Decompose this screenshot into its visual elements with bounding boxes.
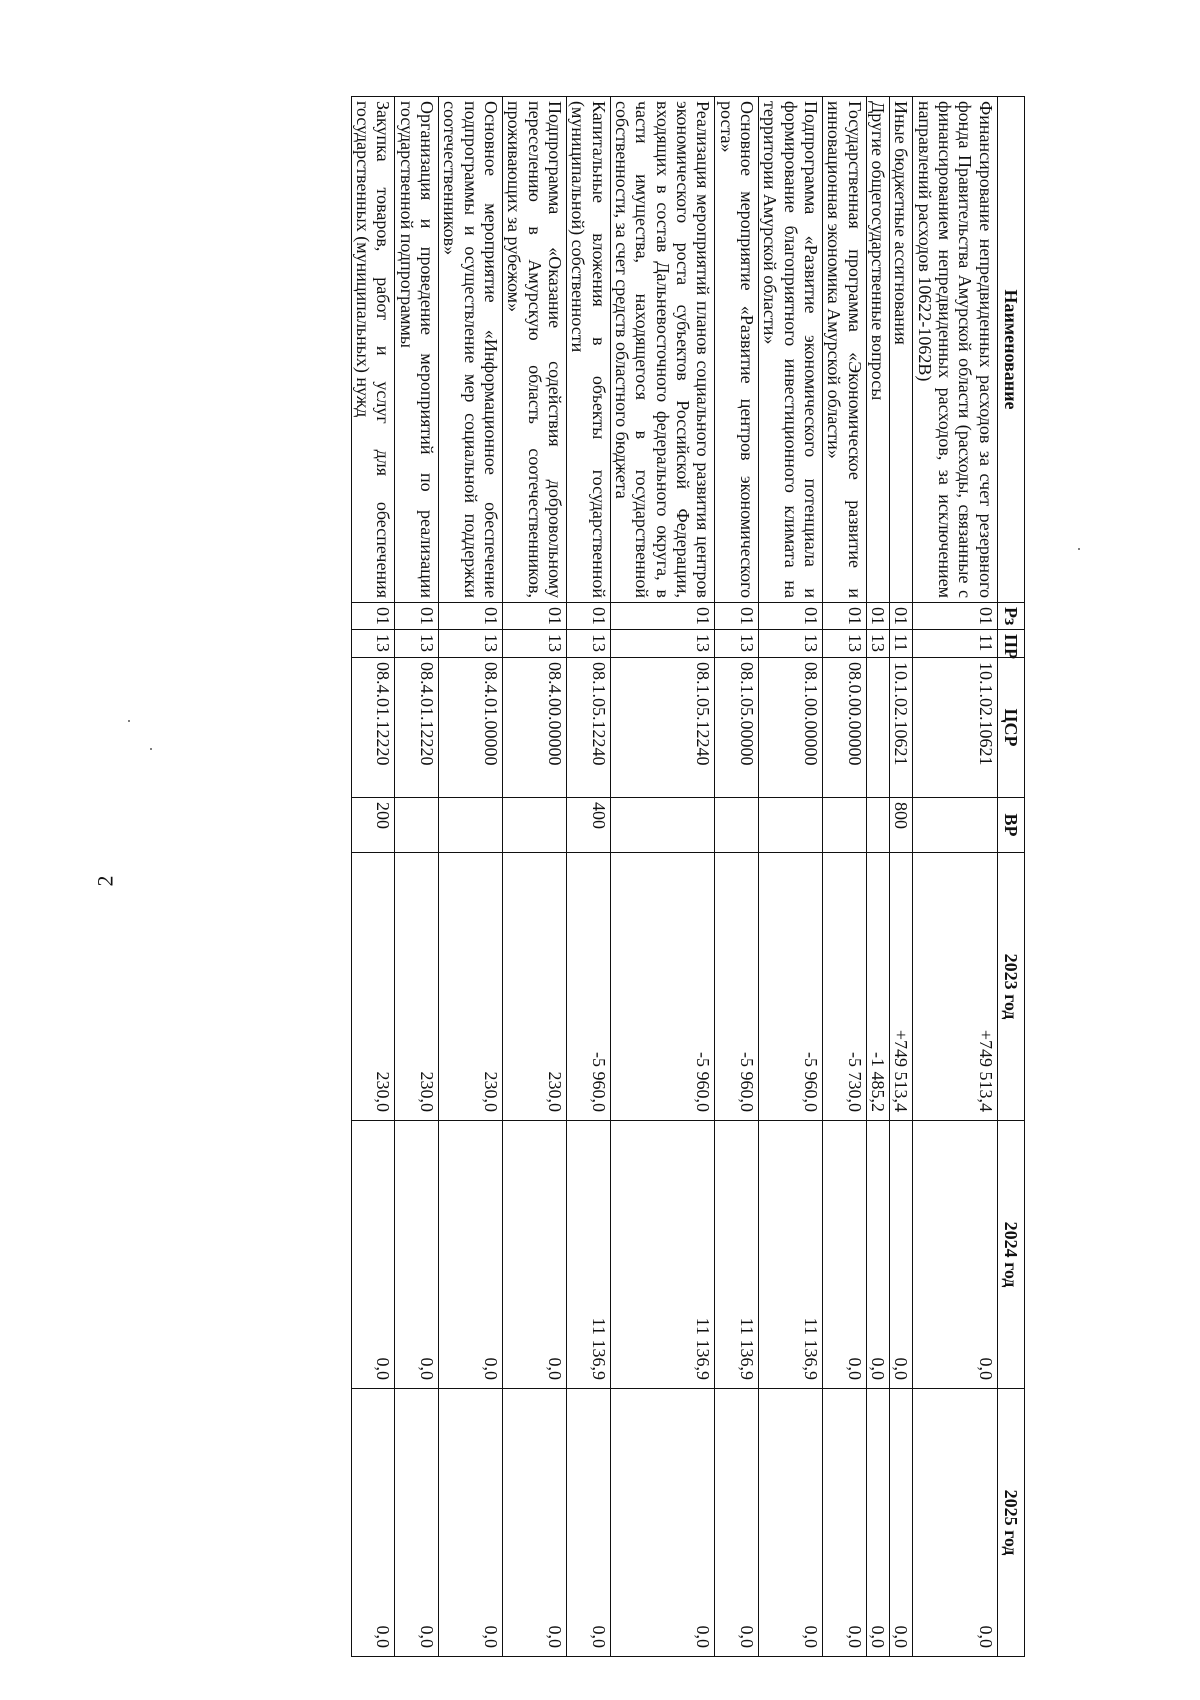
cell-name: Другие общегосударственные вопросы bbox=[866, 97, 889, 603]
cell-2023: +749 513,4 bbox=[890, 853, 913, 1121]
table-row bbox=[715, 97, 759, 1657]
cell-rz: 01 bbox=[715, 603, 759, 630]
cell-name: Иные бюджетные ассигнования bbox=[890, 97, 913, 603]
cell-2024: 11 136,9 bbox=[715, 1121, 759, 1389]
cell-name: Основное мероприятие «Развитие центров экономического роста» bbox=[715, 97, 759, 603]
header-name: Наименование bbox=[997, 97, 1024, 603]
table-row bbox=[503, 97, 567, 1657]
table-row bbox=[823, 97, 867, 1657]
cell-2025: 0,0 bbox=[610, 1389, 715, 1657]
cell-2025: 0,0 bbox=[503, 1389, 567, 1657]
cell-2024: 0,0 bbox=[913, 1121, 997, 1389]
cell-pr: 13 bbox=[503, 630, 567, 658]
cell-2025: 0,0 bbox=[439, 1389, 503, 1657]
cell-2024: 11 136,9 bbox=[759, 1121, 823, 1389]
cell-2024: 11 136,9 bbox=[567, 1121, 611, 1389]
cell-csr: 08.1.05.00000 bbox=[715, 658, 759, 798]
cell-pr: 13 bbox=[610, 630, 715, 658]
cell-2024: 0,0 bbox=[351, 1121, 395, 1389]
cell-2025: 0,0 bbox=[567, 1389, 611, 1657]
cell-rz: 01 bbox=[913, 603, 997, 630]
cell-name: Капитальные вложения в объекты государственной (муниципальной) собственности bbox=[567, 97, 611, 603]
cell-rz: 01 bbox=[890, 603, 913, 630]
cell-2025: 0,0 bbox=[715, 1389, 759, 1657]
scan-speck bbox=[128, 720, 130, 722]
cell-2024: 0,0 bbox=[395, 1121, 439, 1389]
cell-name: Подпрограмма «Оказание содействия добровольному переселению в Амурскую область соотечественников, проживающих за рубежом» bbox=[503, 97, 567, 603]
cell-2023: +749 513,4 bbox=[913, 853, 997, 1121]
cell-rz: 01 bbox=[610, 603, 715, 630]
table-row bbox=[567, 97, 611, 1657]
cell-pr: 13 bbox=[866, 630, 889, 658]
cell-vr bbox=[439, 798, 503, 853]
cell-pr: 11 bbox=[890, 630, 913, 658]
cell-2023: 230,0 bbox=[439, 853, 503, 1121]
cell-2023: 230,0 bbox=[351, 853, 395, 1121]
cell-2024: 0,0 bbox=[439, 1121, 503, 1389]
cell-csr bbox=[866, 658, 889, 798]
cell-pr: 13 bbox=[759, 630, 823, 658]
table-row bbox=[610, 97, 715, 1657]
cell-2025: 0,0 bbox=[395, 1389, 439, 1657]
cell-rz: 01 bbox=[759, 603, 823, 630]
cell-2023: -5 730,0 bbox=[823, 853, 867, 1121]
table-row bbox=[759, 97, 823, 1657]
cell-vr bbox=[866, 798, 889, 853]
page-number: 2 bbox=[92, 875, 118, 887]
cell-2024: 0,0 bbox=[890, 1121, 913, 1389]
cell-2025: 0,0 bbox=[890, 1389, 913, 1657]
table-row bbox=[866, 97, 889, 1657]
cell-pr: 13 bbox=[823, 630, 867, 658]
cell-name: Подпрограмма «Развитие экономического потенциала и формирование благоприятного инвестиционного климата на территории Амурской области» bbox=[759, 97, 823, 603]
cell-csr: 10.1.02.10621 bbox=[890, 658, 913, 798]
cell-rz: 01 bbox=[351, 603, 395, 630]
cell-2025: 0,0 bbox=[913, 1389, 997, 1657]
cell-rz: 01 bbox=[439, 603, 503, 630]
cell-rz: 01 bbox=[866, 603, 889, 630]
cell-pr: 13 bbox=[439, 630, 503, 658]
cell-2025: 0,0 bbox=[759, 1389, 823, 1657]
header-pr: ПР bbox=[997, 630, 1024, 658]
table-row bbox=[439, 97, 503, 1657]
header-2024: 2024 год bbox=[997, 1121, 1024, 1389]
cell-csr: 08.4.01.12220 bbox=[351, 658, 395, 798]
cell-name: Организация и проведение мероприятий по реализации государственной подпрограммы bbox=[395, 97, 439, 603]
cell-rz: 01 bbox=[567, 603, 611, 630]
cell-2025: 0,0 bbox=[351, 1389, 395, 1657]
cell-pr: 13 bbox=[395, 630, 439, 658]
cell-csr: 10.1.02.10621 bbox=[913, 658, 997, 798]
table-body bbox=[351, 97, 997, 1657]
cell-2023: 230,0 bbox=[395, 853, 439, 1121]
cell-vr: 200 bbox=[351, 798, 395, 853]
cell-2024: 0,0 bbox=[823, 1121, 867, 1389]
cell-csr: 08.0.00.00000 bbox=[823, 658, 867, 798]
cell-csr: 08.1.00.00000 bbox=[759, 658, 823, 798]
budget-table-container bbox=[195, 96, 1025, 1656]
cell-vr bbox=[503, 798, 567, 853]
cell-csr: 08.4.01.00000 bbox=[439, 658, 503, 798]
table-row bbox=[395, 97, 439, 1657]
cell-2023: -5 960,0 bbox=[759, 853, 823, 1121]
cell-2023: 230,0 bbox=[503, 853, 567, 1121]
cell-rz: 01 bbox=[395, 603, 439, 630]
cell-2024: 0,0 bbox=[503, 1121, 567, 1389]
cell-vr bbox=[395, 798, 439, 853]
table-row bbox=[351, 97, 395, 1657]
cell-2023: -1 485,2 bbox=[866, 853, 889, 1121]
cell-2025: 0,0 bbox=[823, 1389, 867, 1657]
cell-csr: 08.1.05.12240 bbox=[610, 658, 715, 798]
cell-2023: -5 960,0 bbox=[567, 853, 611, 1121]
cell-name: Закупка товаров, работ и услуг для обеспечения государственных (муниципальных) нужд bbox=[351, 97, 395, 603]
cell-pr: 13 bbox=[715, 630, 759, 658]
cell-rz: 01 bbox=[823, 603, 867, 630]
cell-vr bbox=[823, 798, 867, 853]
table-row bbox=[890, 97, 913, 1657]
header-2023: 2023 год bbox=[997, 853, 1024, 1121]
cell-name: Основное мероприятие «Информационное обеспечение подпрограммы и осуществление мер социальной поддержки соотечественников» bbox=[439, 97, 503, 603]
cell-2023: -5 960,0 bbox=[715, 853, 759, 1121]
cell-2024: 0,0 bbox=[866, 1121, 889, 1389]
header-csr: ЦСР bbox=[997, 658, 1024, 798]
cell-csr: 08.4.00.00000 bbox=[503, 658, 567, 798]
header-row bbox=[997, 97, 1024, 1657]
cell-vr: 800 bbox=[890, 798, 913, 853]
cell-vr bbox=[610, 798, 715, 853]
cell-vr bbox=[913, 798, 997, 853]
cell-rz: 01 bbox=[503, 603, 567, 630]
cell-2023: -5 960,0 bbox=[610, 853, 715, 1121]
cell-name: Государственная программа «Экономическое развитие и инновационная экономика Амурской области» bbox=[823, 97, 867, 603]
cell-2025: 0,0 bbox=[866, 1389, 889, 1657]
header-2025: 2025 год bbox=[997, 1389, 1024, 1657]
cell-pr: 13 bbox=[567, 630, 611, 658]
cell-vr: 400 bbox=[567, 798, 611, 853]
cell-vr bbox=[715, 798, 759, 853]
table-row bbox=[913, 97, 997, 1657]
header-rz: Рз bbox=[997, 603, 1024, 630]
cell-csr: 08.4.01.12220 bbox=[395, 658, 439, 798]
cell-2024: 11 136,9 bbox=[610, 1121, 715, 1389]
header-vr: ВР bbox=[997, 798, 1024, 853]
cell-pr: 13 bbox=[351, 630, 395, 658]
cell-name: Реализация мероприятий планов социального развития центров экономического роста субъектов Российской Федерации, входящих в состав Дальневосточного федерального округа, в части имущества, находящегося в государственной собственности, за счет средств областного бюджета bbox=[610, 97, 715, 603]
cell-name: Финансирование непредвиденных расходов за счет резервного фонда Правительства Амурской области (расходы, связанные с финансированием непредвиденных расходов, за исключением направлений расходов 10622-1062В) bbox=[913, 97, 997, 603]
cell-vr bbox=[759, 798, 823, 853]
budget-table bbox=[351, 96, 1025, 1657]
scan-speck bbox=[1078, 548, 1080, 550]
scan-speck bbox=[150, 748, 152, 750]
cell-pr: 11 bbox=[913, 630, 997, 658]
cell-csr: 08.1.05.12240 bbox=[567, 658, 611, 798]
